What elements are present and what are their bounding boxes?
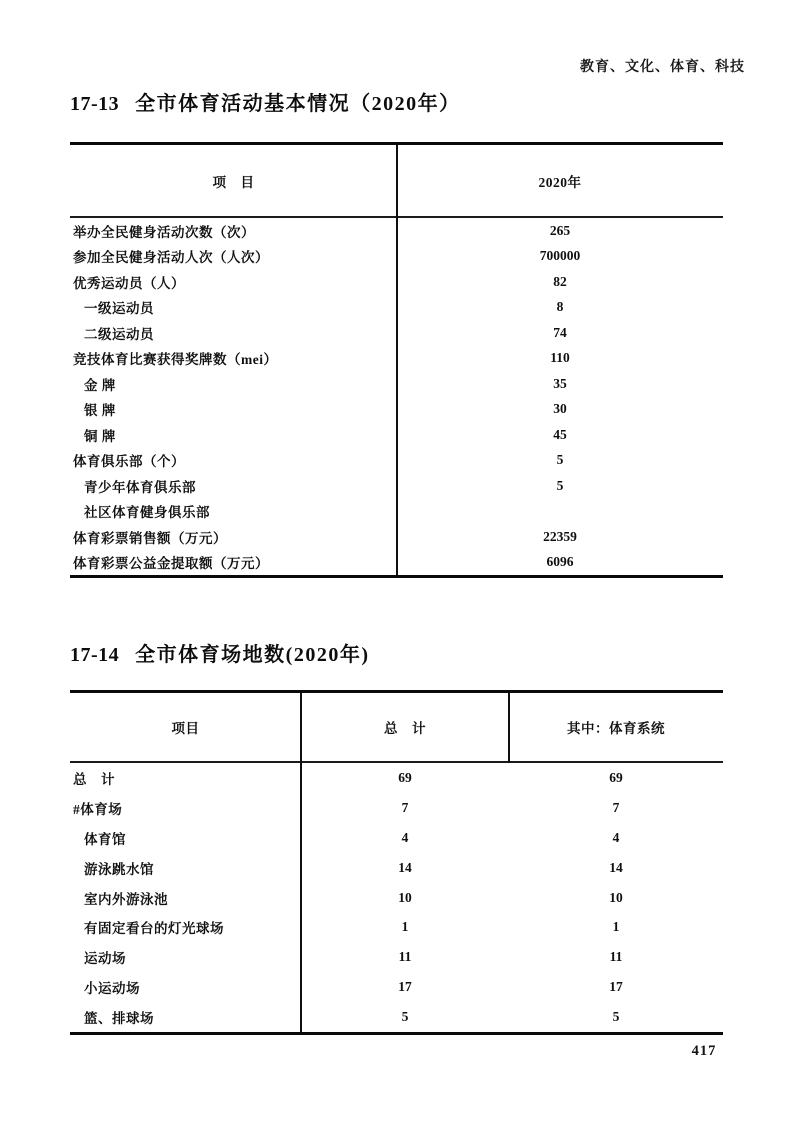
- table1-header-item: 项 目: [212, 174, 255, 190]
- row-label: 二级运动员: [84, 326, 154, 342]
- row-sports-system: 4: [612, 829, 620, 845]
- row-total: 14: [398, 859, 412, 875]
- row-value: 110: [550, 350, 570, 366]
- table1-title: [70, 87, 461, 116]
- row-sports-system: 10: [609, 889, 623, 905]
- table1-header-year: 2020年: [538, 174, 582, 190]
- row-label: 小运动场: [84, 981, 140, 997]
- table2-title-text: 全市体育场地数(2020年): [135, 644, 370, 666]
- row-total: 17: [398, 979, 412, 995]
- table2-column-divider-1: [300, 693, 302, 1032]
- row-label: 有固定看台的灯光球场: [84, 921, 224, 937]
- row-value: 5: [556, 452, 564, 468]
- row-label: 举办全民健身活动次数（次）: [73, 224, 255, 240]
- row-value: 700000: [539, 248, 581, 264]
- row-total: 69: [398, 769, 412, 785]
- row-value: 82: [553, 273, 567, 289]
- table2-header-sports-system: 其中：体育系统: [567, 721, 665, 736]
- table-row: [70, 972, 723, 1002]
- table2-header-row: [70, 693, 723, 763]
- row-total: 5: [401, 1009, 409, 1025]
- row-value: 45: [553, 426, 567, 442]
- table-row: [70, 912, 723, 942]
- table-row: [70, 1002, 723, 1032]
- row-label: 金 牌: [84, 377, 116, 393]
- table2-column-divider-2: [508, 693, 510, 763]
- sports-venues-table: [70, 690, 723, 1035]
- row-label: 优秀运动员（人）: [73, 275, 185, 291]
- row-label: 社区体育健身俱乐部: [84, 505, 210, 521]
- table-row: [70, 883, 723, 913]
- row-value: 35: [553, 375, 567, 391]
- row-sports-system: 1: [612, 919, 620, 935]
- row-label: 体育彩票销售额（万元）: [73, 530, 227, 546]
- row-label: 体育彩票公益金提取额（万元）: [73, 556, 269, 572]
- table1-column-divider: [396, 145, 398, 575]
- sports-activity-table: [70, 142, 723, 578]
- row-label: 参加全民健身活动人次（人次）: [73, 250, 269, 266]
- row-total: 1: [401, 919, 409, 935]
- row-sports-system: 7: [612, 799, 620, 815]
- table2-header-total: 总 计: [384, 721, 426, 736]
- row-sports-system: 69: [609, 769, 623, 785]
- row-label: 青少年体育俱乐部: [84, 479, 196, 495]
- row-label: 一级运动员: [84, 301, 154, 317]
- category-running-head: 教育、文化、体育、科技: [580, 60, 745, 75]
- table2-number: 17-14: [70, 644, 120, 666]
- row-label: 银 牌: [84, 403, 116, 419]
- row-label: 运动场: [84, 951, 126, 967]
- row-label: 竞技体育比赛获得奖牌数（mei）: [73, 352, 278, 368]
- table-row: [70, 763, 723, 793]
- row-label: 体育俱乐部（个）: [73, 454, 185, 470]
- row-label: 铜 牌: [84, 428, 116, 444]
- row-label: 体育馆: [84, 831, 126, 847]
- row-value: 265: [549, 222, 571, 238]
- row-label: 室内外游泳池: [84, 891, 168, 907]
- row-sports-system: 5: [612, 1009, 620, 1025]
- table-row: [70, 823, 723, 853]
- table1-number: 17-13: [70, 93, 120, 115]
- row-total: 11: [398, 949, 412, 965]
- row-value: 5: [556, 477, 564, 493]
- row-label: 总 计: [73, 771, 115, 787]
- row-value: 30: [553, 401, 567, 417]
- row-value: 8: [556, 299, 564, 315]
- row-sports-system: 14: [609, 859, 623, 875]
- table2-title: [70, 638, 370, 667]
- table-row: [70, 942, 723, 972]
- row-label: 游泳跳水馆: [84, 861, 154, 877]
- row-label: #体育场: [73, 801, 123, 817]
- table2-header-item: 项目: [171, 721, 200, 736]
- table1-title-text: 全市体育活动基本情况（2020年）: [135, 93, 461, 115]
- row-value: 74: [553, 324, 567, 340]
- row-value: 22359: [543, 528, 577, 544]
- row-total: 7: [401, 799, 409, 815]
- row-value: 6096: [546, 554, 574, 570]
- table-row: [70, 853, 723, 883]
- row-sports-system: 11: [609, 949, 623, 965]
- page-number: 417: [691, 1043, 717, 1059]
- table2-body: [70, 763, 723, 1032]
- row-sports-system: 17: [609, 979, 623, 995]
- table-row: [70, 793, 723, 823]
- row-total: 10: [398, 889, 412, 905]
- row-total: 4: [401, 829, 409, 845]
- row-label: 篮、排球场: [84, 1011, 154, 1027]
